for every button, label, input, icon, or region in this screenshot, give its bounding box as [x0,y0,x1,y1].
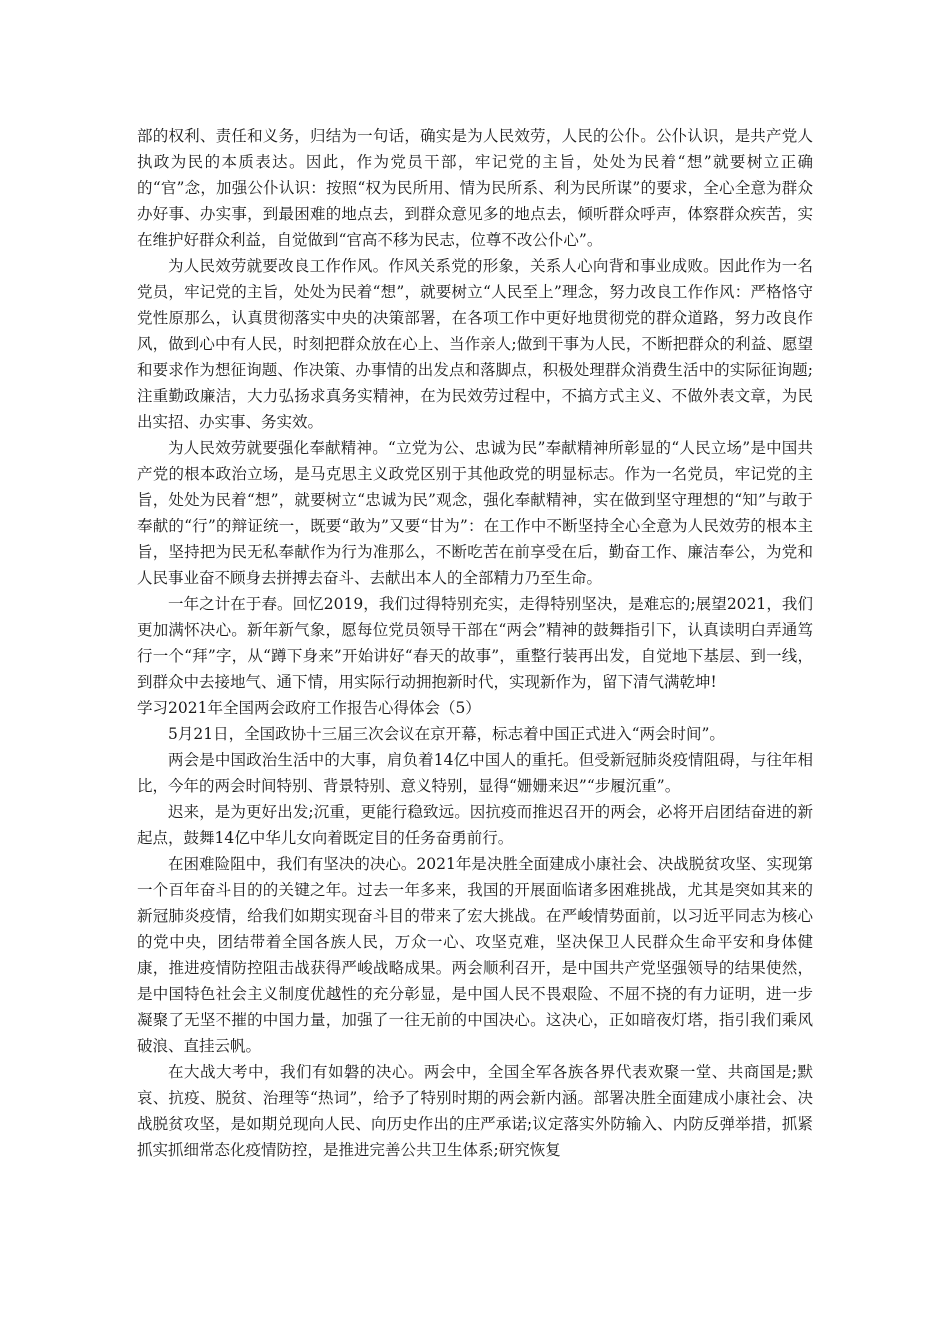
section-heading: 学习2021年全国两会政府工作报告心得体会（5） [137,699,481,717]
paragraph-dedication: 为人民效劳就要强化奉献精神。“立党为公、忠诚为民”奉献精神所彰显的“人民立场”是中国共产党的根本政治立场，是马克思主义政党区别于其他政党的明显标志。作为一名党员，牢记党的主旨，处处为民着“想”，就要树立“忠诚为民”观念，强化奉献精神，实在做到坚守理想的“知”与敢于奉献的“行”的辩证统一，既要“敢为”又要“甘为”：在工作中不断坚持全心全意为人民效劳的根本主旨，坚持把为民无私奉献作为行为准那么，不断吃苦在前享受在后，勤奋工作、廉洁奉公，为党和人民事业奋不顾身去拼搏去奋斗、去献出本人的全部精力乃至生命。 [137,439,813,587]
paragraph-great-test: 在大战大考中，我们有如磐的决心。两会中，全国全军各族各界代表欢聚一堂、共商国是;默哀、抗疫、脱贫、治理等“热词”，给予了特别时期的两会新内涵。部署决胜全面建成小康社会、决战脱贫攻坚，是如期兑现向人民、向历史作出的庄严承诺;议定落实外防输入、内防反弹举措，抓紧抓实抓细常态化疫情防控，是推进完善公共卫生体系;研究恢复 [137,1063,813,1159]
paragraph-public-servant: 部的权利、责任和义务，归结为一句话，确实是为人民效劳，人民的公仆。公仆认识，是共产党人执政为民的本质表达。因此，作为党员干部，牢记党的主旨，处处为民着“想”就要树立正确的“官”念，加强公仆认识：按照“权为民所用、情为民所系、利为民所谋”的要求，全心全意为群众办好事、办实事，到最困难的地点去，到群众意见多的地点去，倾听群众呼声，体察群众疾苦，实在维护好群众利益，自觉做到“官高不移为民志，位尊不改公仆心”。 [137,127,813,249]
paragraph-two-sessions: 两会是中国政治生活中的大事，肩负着14亿中国人的重托。但受新冠肺炎疫情阻碍，与往年相比，今年的两会时间特别、背景特别、意义特别，显得“姗姗来迟”“步履沉重”。 [137,751,813,795]
paragraph-opening: 5月21日，全国政协十三届三次会议在京开幕，标志着中国正式进入“两会时间”。 [168,725,725,743]
paragraph-spring: 一年之计在于春。回忆2019，我们过得特别充实，走得特别坚决，是难忘的;展望2021，我们更加满怀决心。新年新气象，愿每位党员领导干部在“两会”精神的鼓舞指引下，认真读明白弄通笃行一个“拜”字，从“蹲下身来”开始讲好“春天的故事”，重整行装再出发，自觉地下基层、到一线，到群众中去接地气、通下情，用实际行动拥抱新时代，实现新作为，留下清气满乾坤! [137,595,813,691]
paragraph-determination: 在困难险阻中，我们有坚决的决心。2021年是决胜全面建成小康社会、决战脱贫攻坚、实现第一个百年奋斗目的的关键之年。过去一年多来，我国的开展面临诸多困难挑战，尤其是突如其来的新冠肺炎疫情，给我们如期实现奋斗目的带来了宏大挑战。在严峻情势面前，以习近平同志为核心的党中央，团结带着全国各族人民，万众一心、攻坚克难，坚决保卫人民群众生命平安和身体健康，推进疫情防控阻击战获得严峻战略成果。两会顺利召开，是中国共产党坚强领导的结果使然，是中国特色社会主义制度优越性的充分彰显，是中国人民不畏艰险、不屈不挠的有力证明，进一步凝聚了无坚不摧的中国力量，加强了一往无前的中国决心。这决心，正如暗夜灯塔，指引我们乘风破浪、直挂云帆。 [137,855,813,1055]
paragraph-delayed: 迟来，是为更好出发;沉重，更能行稳致远。因抗疫而推迟召开的两会，必将开启团结奋进的新起点，鼓舞14亿中华儿女向着既定目的任务奋勇前行。 [137,803,813,847]
document-page [137,123,813,1163]
paragraph-work-style: 为人民效劳就要改良工作作风。作风关系党的形象，关系人心向背和事业成败。因此作为一名党员，牢记党的主旨，处处为民着“想”，就要树立“人民至上”理念，努力改良工作作风：严格恪守党性原那么，认真贯彻落实中央的决策部署，在各项工作中更好地贯彻党的群众道路，努力改良作风，做到心中有人民，时刻把群众放在心上、当作亲人;做到干事为人民，不断把群众的利益、愿望和要求作为想征询题、作决策、办事情的出发点和落脚点，积极处理群众消费生活中的实际征询题;注重勤政廉洁，大力弘扬求真务实精神，在为民效劳过程中，不搞方式主义、不做外表文章，为民出实招、办实事、务实效。 [137,257,813,431]
